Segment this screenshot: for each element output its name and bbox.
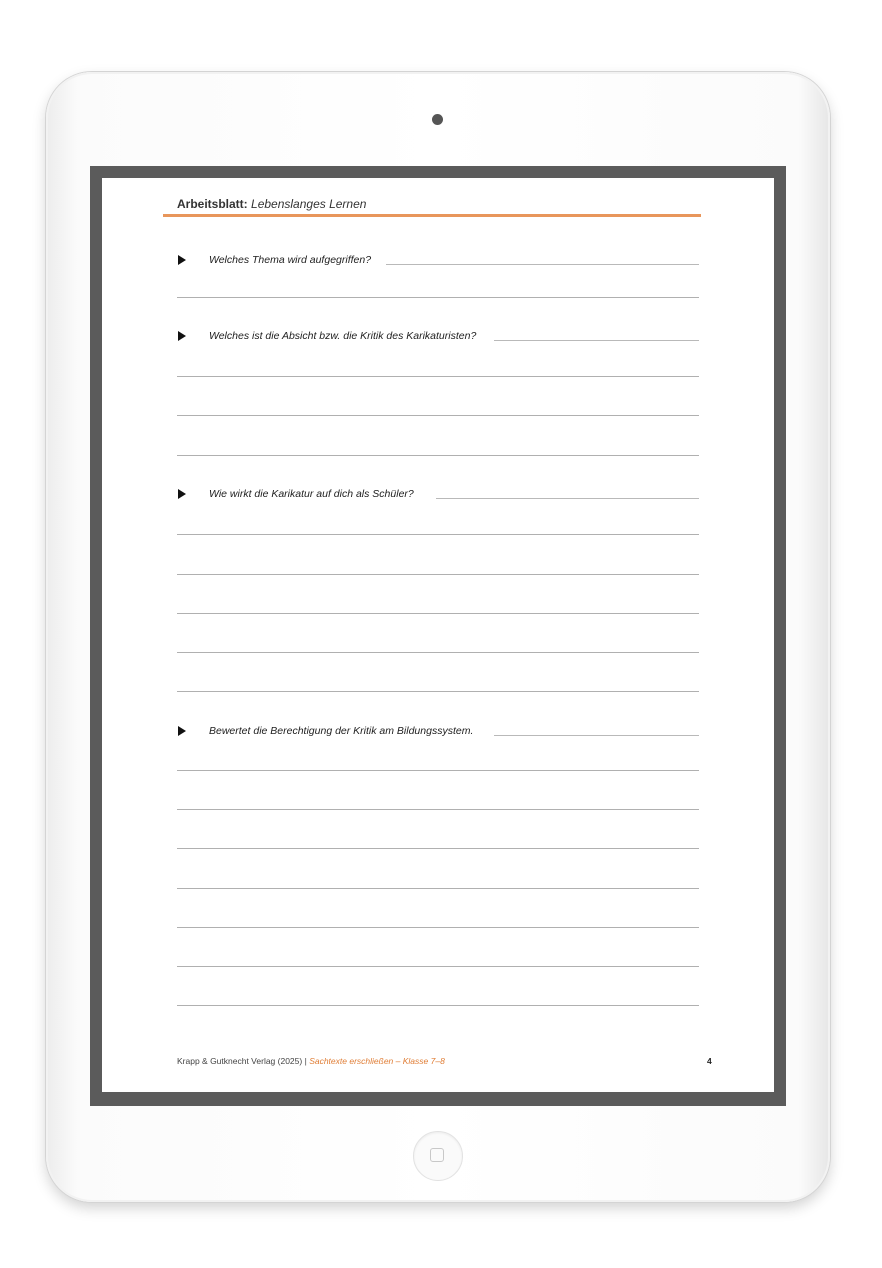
answer-line bbox=[177, 927, 699, 928]
question-text: Welches Thema wird aufgegriffen? bbox=[209, 254, 372, 266]
answer-line bbox=[177, 574, 699, 575]
play-arrow-icon bbox=[178, 489, 186, 499]
question-2 bbox=[177, 330, 699, 346]
worksheet-page bbox=[102, 178, 774, 1092]
answer-line bbox=[177, 966, 699, 967]
page-footer bbox=[177, 1056, 445, 1066]
answer-line bbox=[177, 848, 699, 849]
tablet-device bbox=[46, 72, 830, 1202]
footer-book-title: Sachtexte erschließen – Klasse 7–8 bbox=[309, 1056, 445, 1066]
answer-line bbox=[177, 652, 699, 653]
home-square-icon bbox=[430, 1148, 444, 1162]
front-camera-icon bbox=[432, 114, 443, 125]
worksheet-header bbox=[177, 197, 366, 211]
play-arrow-icon bbox=[178, 331, 186, 341]
question-1 bbox=[177, 254, 699, 270]
question-text: Welches ist die Absicht bzw. die Kritik des Karikaturisten? bbox=[209, 330, 477, 342]
footer-publisher: Krapp & Gutknecht Verlag (2025) bbox=[177, 1056, 303, 1066]
worksheet-label: Arbeitsblatt: bbox=[177, 197, 248, 211]
answer-line bbox=[177, 534, 699, 535]
question-4 bbox=[177, 725, 699, 741]
footer-separator: | bbox=[304, 1056, 307, 1066]
answer-line bbox=[177, 297, 699, 298]
answer-line bbox=[177, 770, 699, 771]
play-arrow-icon bbox=[178, 726, 186, 736]
question-text: Wie wirkt die Karikatur auf dich als Schüler? bbox=[209, 488, 414, 500]
question-3 bbox=[177, 488, 699, 504]
answer-line bbox=[177, 415, 699, 416]
worksheet-title: Lebenslanges Lernen bbox=[251, 197, 367, 211]
answer-line bbox=[386, 264, 699, 265]
answer-line bbox=[494, 340, 699, 341]
answer-line bbox=[436, 498, 699, 499]
screen-bezel bbox=[90, 166, 786, 1106]
answer-line bbox=[177, 376, 699, 377]
header-rule bbox=[163, 214, 701, 217]
question-text: Bewertet die Berechtigung der Kritik am Bildungssystem. bbox=[209, 725, 474, 737]
answer-line bbox=[177, 1005, 699, 1006]
answer-line bbox=[177, 888, 699, 889]
answer-line bbox=[177, 613, 699, 614]
answer-line bbox=[177, 809, 699, 810]
answer-line bbox=[177, 691, 699, 692]
answer-line bbox=[494, 735, 699, 736]
play-arrow-icon bbox=[178, 255, 186, 265]
home-button-icon[interactable] bbox=[413, 1131, 463, 1181]
answer-line bbox=[177, 455, 699, 456]
page-number: 4 bbox=[707, 1056, 712, 1066]
